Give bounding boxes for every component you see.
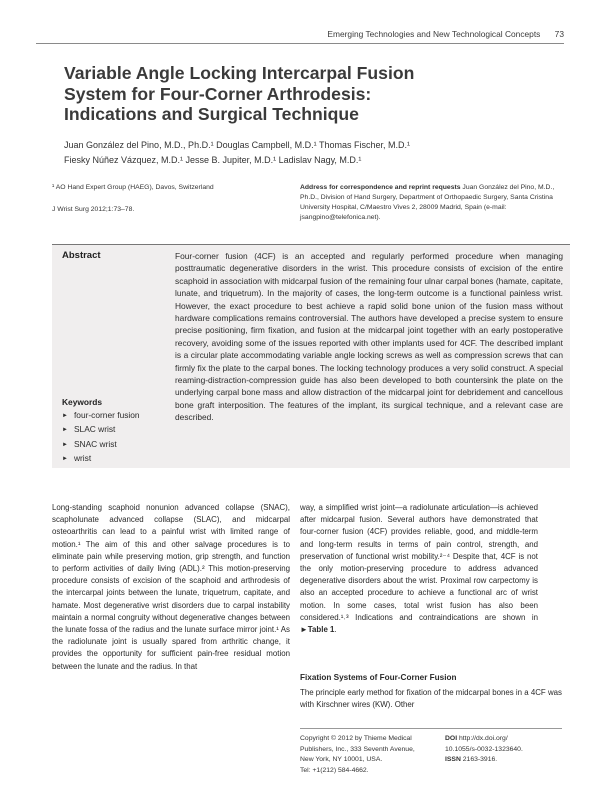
journal-reference: J Wrist Surg 2012;1:73–78. — [52, 206, 135, 213]
correspondence — [300, 183, 560, 223]
body-text-right — [300, 502, 538, 636]
body-text-left: Long-standing scaphoid nonunion advanced collapse (SNAC), scapholunate advanced collapse (SLAC), and midcarpal osteoarthritis can lead to a painful wrist with limited range of motion.¹ The aim of this and other salvage procedures is to eliminate pain while preserving motion, grip strength, and function to perform activities of daily living (ADL).² This motion-preserving procedure consists of excision of the scaphoid and arthrodesis of the intercarpal joints between the lunate, triquetrum, capitate, and hamate. Most degenerative wrist disorders due to carpal instability maintain a normal congruity without degenerative changes between the lunate fossa of the radius and the lunate surface mirror joint.¹ As the radiolunate joint is usually spared from arthritic change, it provides the opportunity for sufficient pain-free residual motion between the lunate and the radius. In that — [52, 503, 290, 671]
issn-label: ISSN — [445, 756, 461, 764]
doi-link[interactable]: http://dx.doi.org/ — [457, 735, 508, 742]
running-head-section: Emerging Technologies and New Technological Concepts — [327, 29, 541, 39]
article-title — [64, 63, 534, 125]
copyright-line: Publishers, Inc., 333 Seventh Avenue, — [300, 745, 415, 753]
affiliation: ¹ AO Hand Expert Group (HAEG), Davos, Switzerland — [52, 184, 214, 191]
keywords-list — [62, 409, 140, 467]
doi-line2[interactable]: 10.1055/s-0032-1323640. — [445, 745, 523, 753]
title-line: System for Four-Corner Arthrodesis: — [64, 83, 372, 104]
abstract-heading: Abstract — [62, 250, 101, 261]
title-line: Variable Angle Locking Intercarpal Fusion — [64, 63, 415, 83]
author-line: Juan González del Pino, M.D., Ph.D.¹ Douglas Campbell, M.D.¹ Thomas Fischer, M.D.¹ — [64, 140, 410, 150]
abstract-text: Four-corner fusion (4CF) is an accepted and regularly performed procedure when managing posttraumatic degenerative disorders in the wrist. This procedure consists of excision of the entire scaphoid in association with midcarpal fusion of the remaining four ulnar carpal bones (hamate, capitate, lunate, and triquetrum). In the majority of cases, the long-term outcome is a functional painless wrist. However, the exact procedure to best achieve a rapid solid bone union of the fusion mass without hardware complications remains controversial. The authors have developed a precise system to ensure precise positioning, firm fixation, and fusion at the midcarpal joint together with an early postoperative recovery, avoiding some of the issues reported with other implants used for 4CF. The described implant is a circular plate accommodating variable angle locking screws as well as compression screws that can firmly fix the plate to the carpal bones. The locking technology produces a very solid construct. A special reaming-distraction-compression guide has also been developed to both countersink the plate on the underlying carpal bone mass and allow distraction of the midcarpal joint for debridement and cancellous bone graft interposition. The features of the implant, its surgical technique, and a relevant case are described. — [175, 251, 563, 423]
correspondence-label: Address for correspondence and reprint requests — [300, 184, 461, 191]
page-number: 73 — [554, 29, 564, 39]
running-head — [327, 29, 564, 39]
section-heading: Fixation Systems of Four-Corner Fusion — [300, 673, 457, 682]
issn-value: 2163-3916. — [460, 756, 498, 764]
title-line: Indications and Surgical Technique — [64, 104, 359, 124]
keywords-heading: Keywords — [62, 397, 103, 407]
body-right-text: way, a simplified wrist joint—a radiolunate articulation—is achieved after midcarpal fusion. Several authors have demonstrated that four-corner fusion (4CF) provides reliable, good, and middle-term and long-term results in terms of pain control, strength, and preservation of functional wrist mobility.²⁻⁴ Despite that, 4CF is not the only motion-preserving procedure to address advanced degenerative disorders about the wrist. Proximal row carpectomy is also an accepted procedure to achieve a functional arc of wrist motion. In some cases, total wrist fusion has also been considered.¹˒³ Indications and contraindications are shown in — [300, 503, 538, 622]
section-text: The principle early method for fixation of the midcarpal bones in a 4CF was with Kirschner wires (KW). Other — [300, 688, 562, 710]
copyright-notice — [300, 734, 420, 776]
keyword-item: ► SLAC wrist — [62, 423, 140, 437]
copyright-line: Tel: +1(212) 584-4662. — [300, 766, 369, 774]
author-list — [64, 138, 544, 168]
keyword-item: ► SNAC wrist — [62, 438, 140, 452]
copyright-line: Copyright © 2012 by Thieme Medical — [300, 735, 412, 742]
header-rule — [36, 43, 564, 44]
keyword-item: ► wrist — [62, 452, 140, 466]
copyright-line: New York, NY 10001, USA. — [300, 756, 383, 764]
correspondence-text: Juan González del Pino, M.D., Ph.D., Division of Hand Surgery, Department of Orthopaedic Surgery, Santa Cristina University Hospital, C/Maestro Vives 2, 28009 Madrid, Spain (e-mail: jsangpino@telefonica.net). — [300, 184, 555, 221]
body-right-end: . — [334, 625, 337, 635]
footer-rule — [300, 728, 562, 729]
author-line: Fiesky Núñez Vázquez, M.D.¹ Jesse B. Jupiter, M.D.¹ Ladislav Nagy, M.D.¹ — [64, 155, 362, 165]
keyword-item: ► four-corner fusion — [62, 409, 140, 423]
doi-block — [445, 734, 565, 766]
doi-label: DOI — [445, 735, 458, 742]
table-reference-link[interactable]: ►Table 1 — [300, 625, 335, 635]
